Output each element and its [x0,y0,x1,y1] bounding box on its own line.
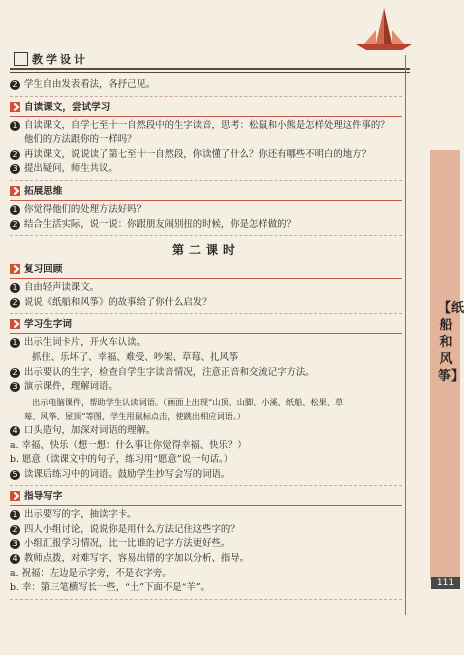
section-rule [10,505,402,506]
number-badge: 4 [10,554,20,564]
header-rule-thin [10,72,410,73]
section-rule [10,333,402,334]
section-arrow-icon [10,491,20,501]
list-item: 1 你觉得他们的处理方法好吗？ [10,203,402,218]
section-rule [10,200,402,201]
number-badge: 1 [10,121,20,131]
list-item: a. 幸福、快乐（想一想：什么事让你觉得幸福、快乐？） [10,439,247,451]
section-arrow-icon [10,186,20,196]
lesson-title: 第二课时 [171,243,240,258]
number-badge: 5 [10,470,20,480]
page-content [10,78,402,604]
number-badge: 3 [10,539,20,549]
paper-boat-icon [354,0,414,50]
list-item: 5 读课后练习中的词语。鼓励学生抄写会写的词语。 [10,468,402,483]
list-item: 1 自读课文，自学七至十一自然段中的生字读音，思考：松鼠和小熊是怎样处理这件事的？ [10,119,402,134]
header-box-icon [14,52,28,66]
section-rule [10,278,402,279]
header-title: 教学设计 [32,53,88,66]
number-badge: 1 [10,510,20,520]
number-badge: 2 [10,80,20,90]
dashed-divider [10,96,402,97]
list-item: 2 结合生活实际，说一说：你跟朋友闹别扭的时候，你是怎样做的？ [10,218,402,233]
list-item-continued: 出示电脑课件，帮助学生认读词语。（画面上出现“山顶、山脚、小溪、纸船、松果、草 [32,396,344,407]
list-item: 1 出示生词卡片，开火车认读。 [10,336,402,351]
dashed-divider [10,180,402,181]
list-item: 4 教师点拨，对难写字、容易出错的字加以分析、指导。 [10,552,402,567]
list-item: b. 愿意（读课文中的句子，练习用“愿意”说一句话。） [10,454,234,466]
number-badge: 2 [10,220,20,230]
list-item: 1 出示要写的字，抽读字卡。 [10,508,402,523]
number-badge: 1 [10,205,20,215]
number-badge: 2 [10,150,20,160]
list-item: 1 自由轻声读课文。 [10,281,402,296]
section-arrow-icon [10,319,20,329]
section-heading: 自读课文，尝试学习 [10,101,402,115]
section-heading: 拓展思维 [10,185,402,199]
page-number: 111 [431,577,460,589]
list-item-continued: 莓、风筝、屋顶”等图，学生用鼠标点击，使跳出相应词语。） [24,411,246,422]
header-rule [10,68,410,70]
list-item: 2 出示要认的生字，检查自学生字读音情况，注意正音和交流记字方法。 [10,366,402,381]
section-heading: 指导写字 [10,490,402,504]
list-item: 2 四人小组讨论，说说你是用什么方法记住这些字的？ [10,523,402,538]
section-arrow-icon [10,102,20,112]
number-badge: 3 [10,382,20,392]
list-item: a. 祝福：左边是示字旁，不是衣字旁。 [10,567,172,579]
list-item: 2 再读课文，说说读了第七至十一自然段，你读懂了什么？你还有哪些不明白的地方？ [10,148,402,163]
number-badge: 4 [10,426,20,436]
list-item: 2 说说《纸船和风筝》的故事给了你什么启发？ [10,296,402,311]
number-badge: 1 [10,283,20,293]
dashed-divider [10,599,402,600]
list-item: 3 小组汇报学习情况，比一比谁的记字方法更好些。 [10,537,402,552]
list-item: 3 提出疑问，师生共议。 [10,162,402,177]
number-badge: 2 [10,368,20,378]
dashed-divider [10,485,402,486]
list-item-continued: 他们的方法跟你的一样吗？ [24,134,137,146]
section-rule [10,116,402,117]
side-lesson-title: 【纸船和风筝】 [438,301,464,384]
list-item: 3 演示课件，理解词语。 [10,380,402,395]
list-item: 2 学生自由发表看法，各抒己见。 [10,78,402,93]
number-badge: 2 [10,525,20,535]
number-badge: 1 [10,338,20,348]
word-list: 抓住、乐坏了、幸福、难受、吵架、草莓、扎风筝 [32,351,239,363]
dashed-divider [10,235,402,236]
section-arrow-icon [10,264,20,274]
margin-rule [405,55,406,615]
number-badge: 2 [10,298,20,308]
list-item: 4 口头造句，加深对词语的理解。 [10,424,402,439]
section-heading: 复习回顾 [10,263,402,277]
number-badge: 3 [10,164,20,174]
list-item: b. 幸：第三笔横写长一些，“土”下面不是“羊”。 [10,582,210,594]
section-heading: 学习生字词 [10,318,402,332]
dashed-divider [10,313,402,314]
